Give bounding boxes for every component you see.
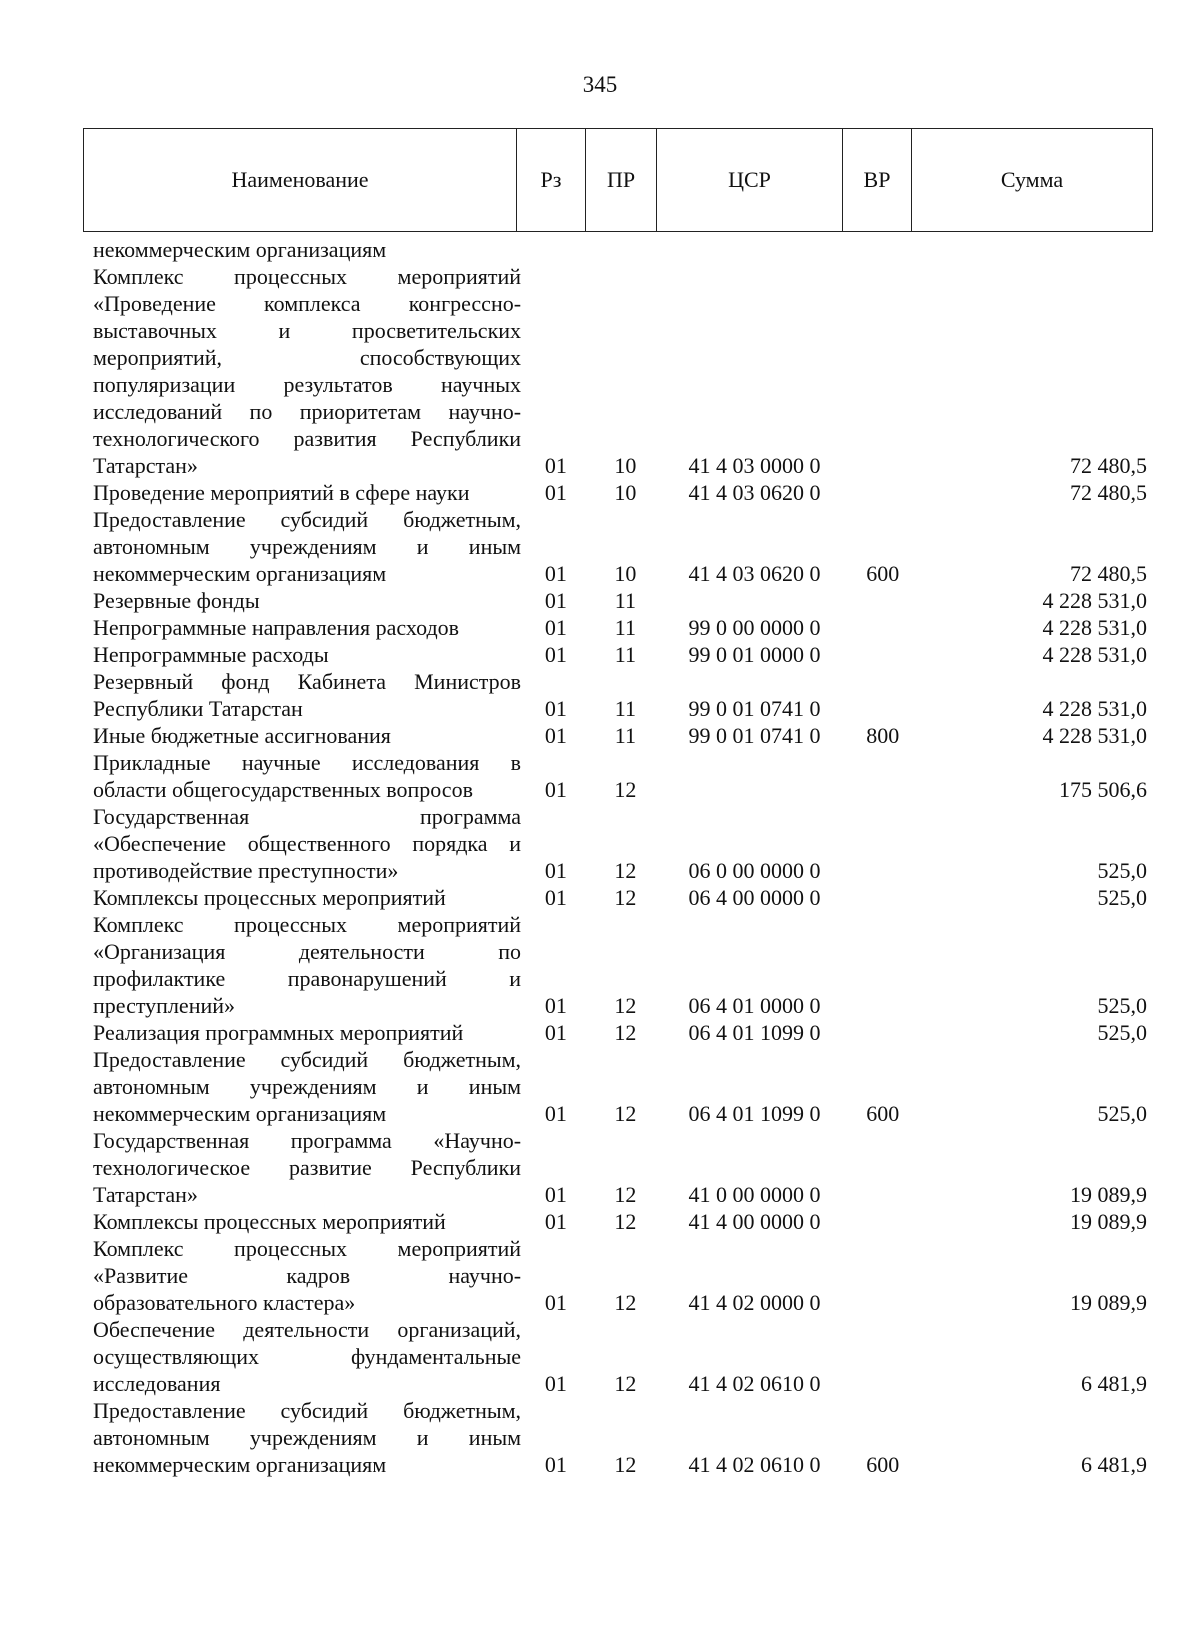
row-vr: 800 [866,723,900,748]
row-name [93,506,521,587]
row-name [93,1397,521,1478]
row-rz: 01 [544,1101,567,1126]
row-name [93,614,521,641]
row-csr [660,236,849,263]
row-vr [849,803,917,884]
row-sum: 4 228 531,0 [1042,696,1147,721]
row-rz: 01 [544,615,567,640]
row-pr [591,236,661,263]
row-sum: 4 228 531,0 [1042,588,1147,613]
row-name-line: «Обеспечение общественного порядка и [93,831,522,856]
row-name-line: Татарстан» [93,453,198,478]
row-sum: 4 228 531,0 [1042,615,1147,640]
row-name [93,911,521,1019]
header-pr: ПР [586,129,657,232]
row-sum: 4 228 531,0 [1042,642,1147,667]
row-name [93,641,521,668]
row-csr: 99 0 01 0741 0 [688,696,821,721]
row-name-line: некоммерческим организациям [93,237,387,262]
row-sum: 19 089,9 [1070,1182,1147,1207]
row-name-line: Государственная программа [93,804,522,829]
row-vr [849,884,917,911]
row-sum [917,236,1153,263]
row-vr [849,263,917,479]
row-name [93,1046,521,1127]
row-pr: 10 [614,453,637,478]
row-name-line: противодействие преступности» [93,858,399,883]
table-row [93,506,1153,587]
row-name [93,263,521,479]
row-name [93,668,521,722]
row-pr: 12 [614,885,637,910]
row-sum: 525,0 [1097,1020,1147,1045]
row-vr [849,668,917,722]
row-csr: 41 4 00 0000 0 [688,1209,821,1234]
row-csr: 99 0 01 0741 0 [688,723,821,748]
row-vr [849,1208,917,1235]
row-name [93,587,521,614]
row-rz: 01 [544,1182,567,1207]
row-vr [849,236,917,263]
row-vr [849,1019,917,1046]
row-name [93,1316,521,1397]
row-sum: 525,0 [1097,993,1147,1018]
row-name-line: Комплекс процессных мероприятий [93,912,522,937]
row-name [93,749,521,803]
table-row [93,1235,1153,1316]
row-csr: 41 4 03 0000 0 [688,453,821,478]
row-name-line: Непрограммные расходы [93,642,329,667]
row-rz: 01 [544,777,567,802]
row-pr: 12 [614,1182,637,1207]
row-name-line: некоммерческим организациям [93,561,387,586]
row-name-line: Прикладные научные исследования в [93,750,522,775]
row-vr [849,749,917,803]
row-name-line: образовательного кластера» [93,1290,356,1315]
row-pr: 11 [614,696,636,721]
row-rz: 01 [544,561,567,586]
row-name-line: «Развитие кадров научно- [93,1263,522,1288]
row-csr: 41 4 03 0620 0 [688,480,821,505]
row-pr: 11 [614,615,636,640]
row-rz: 01 [544,588,567,613]
row-name-line: Проведение мероприятий в сфере науки [93,480,470,505]
row-name-line: осуществляющих фундаментальные [93,1344,522,1369]
row-sum: 19 089,9 [1070,1209,1147,1234]
row-name-line: Комплексы процессных мероприятий [93,885,446,910]
row-vr: 600 [866,1101,900,1126]
table-row [93,803,1153,884]
row-name-line: автономным учреждениям и иным [93,1074,522,1099]
row-sum: 6 481,9 [1081,1452,1147,1477]
row-name [93,722,521,749]
row-rz: 01 [544,1020,567,1045]
table-row [93,263,1153,479]
table-row [93,1316,1153,1397]
row-name-line: исследования [93,1371,221,1396]
row-rz: 01 [544,993,567,1018]
row-name [93,1235,521,1316]
row-name-line: профилактике правонарушений и [93,966,522,991]
row-sum: 4 228 531,0 [1042,723,1147,748]
row-rz: 01 [544,696,567,721]
row-name-line: некоммерческим организациям [93,1452,387,1477]
table-row [93,1019,1153,1046]
row-name [93,236,521,263]
row-pr: 12 [614,993,637,1018]
row-vr [849,911,917,1019]
row-name-line: выставочных и просветительских [93,318,522,343]
row-name-line: исследований по приоритетам научно- [93,399,522,424]
row-vr: 600 [866,1452,900,1477]
header-rz: Рз [517,129,586,232]
row-pr: 11 [614,723,636,748]
row-pr: 12 [614,1290,637,1315]
row-name-line: Комплекс процессных мероприятий [93,264,522,289]
table-row [93,668,1153,722]
table-row [93,1208,1153,1235]
row-vr [849,1127,917,1208]
table-row [93,587,1153,614]
row-rz: 01 [544,885,567,910]
row-csr: 99 0 00 0000 0 [688,615,821,640]
header-vr: ВР [843,129,912,232]
table-row [93,1397,1153,1478]
row-name-line: области общегосударственных вопросов [93,777,473,802]
row-rz: 01 [544,480,567,505]
row-csr: 99 0 01 0000 0 [688,642,821,667]
budget-table-body [93,236,1153,1478]
row-rz: 01 [544,1452,567,1477]
budget-table [93,236,1153,1478]
table-row [93,1127,1153,1208]
row-pr: 11 [614,642,636,667]
row-name-line: технологического развития Республики [93,426,522,451]
row-name-line: Предоставление субсидий бюджетным, [93,507,522,532]
table-row [93,722,1153,749]
table-row [93,911,1153,1019]
row-rz: 01 [544,453,567,478]
row-name-line: популяризации результатов научных [93,372,522,397]
row-vr: 600 [866,561,900,586]
row-sum: 525,0 [1097,858,1147,883]
row-rz [521,236,591,263]
row-name-line: автономным учреждениям и иным [93,1425,522,1450]
row-name-line: Государственная программа «Научно- [93,1128,522,1153]
row-vr [849,641,917,668]
row-name-line: Республики Татарстан [93,696,303,721]
row-sum: 19 089,9 [1070,1290,1147,1315]
row-rz: 01 [544,1371,567,1396]
header-name: Наименование [84,129,517,232]
row-pr: 12 [614,1452,637,1477]
table-row [93,641,1153,668]
row-name-line: Комплекс процессных мероприятий [93,1236,522,1261]
row-pr: 12 [614,1209,637,1234]
row-sum: 6 481,9 [1081,1371,1147,1396]
row-name-line: Непрограммные направления расходов [93,615,460,640]
row-rz: 01 [544,723,567,748]
row-vr [849,614,917,641]
row-rz: 01 [544,642,567,667]
row-rz: 01 [544,858,567,883]
row-sum: 72 480,5 [1070,561,1147,586]
row-csr: 41 4 02 0610 0 [688,1371,821,1396]
row-name-line: Резервные фонды [93,588,260,613]
row-name [93,884,521,911]
row-sum: 525,0 [1097,885,1147,910]
row-vr [849,1235,917,1316]
row-vr [849,1316,917,1397]
table-header [83,128,1153,232]
row-pr: 10 [614,561,637,586]
row-pr: 11 [614,588,636,613]
row-vr [849,587,917,614]
row-sum: 525,0 [1097,1101,1147,1126]
row-csr: 06 4 01 1099 0 [688,1020,821,1045]
row-name [93,479,521,506]
row-rz: 01 [544,1290,567,1315]
row-pr: 12 [614,858,637,883]
row-csr: 06 4 01 0000 0 [688,993,821,1018]
row-vr [849,479,917,506]
table-row [93,884,1153,911]
row-name-line: автономным учреждениям и иным [93,534,522,559]
row-sum: 72 480,5 [1070,453,1147,478]
table-row [93,749,1153,803]
row-csr: 41 4 02 0610 0 [688,1452,821,1477]
table-row [93,614,1153,641]
row-csr: 41 0 00 0000 0 [688,1182,821,1207]
row-name-line: технологическое развитие Республики [93,1155,522,1180]
row-csr: 06 4 00 0000 0 [688,885,821,910]
row-csr: 06 0 00 0000 0 [688,858,821,883]
row-name [93,803,521,884]
row-rz: 01 [544,1209,567,1234]
row-name-line: преступлений» [93,993,236,1018]
row-name-line: «Организация деятельности по [93,939,522,964]
row-name-line: Иные бюджетные ассигнования [93,723,391,748]
row-name-line: Предоставление субсидий бюджетным, [93,1047,522,1072]
row-sum: 72 480,5 [1070,480,1147,505]
page-number: 345 [582,72,618,97]
row-csr: 41 4 02 0000 0 [688,1290,821,1315]
table-row [93,236,1153,263]
row-pr: 12 [614,1371,637,1396]
row-name [93,1127,521,1208]
row-csr: 41 4 03 0620 0 [688,561,821,586]
row-name-line: мероприятий, способствующих [93,345,522,370]
row-csr: 06 4 01 1099 0 [688,1101,821,1126]
row-name-line: Резервный фонд Кабинета Министров [93,669,522,694]
header-csr: ЦСР [657,129,843,232]
row-csr [660,749,849,803]
row-name-line: Комплексы процессных мероприятий [93,1209,446,1234]
row-csr [660,587,849,614]
header-sum: Сумма [912,129,1153,232]
row-name-line: некоммерческим организациям [93,1101,387,1126]
row-name-line: «Проведение комплекса конгрессно- [93,291,522,316]
table-row [93,1046,1153,1127]
table-row [93,479,1153,506]
row-name-line: Реализация программных мероприятий [93,1020,464,1045]
row-name-line: Татарстан» [93,1182,198,1207]
row-pr: 12 [614,1101,637,1126]
row-name [93,1019,521,1046]
row-pr: 12 [614,777,637,802]
row-name-line: Предоставление субсидий бюджетным, [93,1398,522,1423]
row-pr: 12 [614,1020,637,1045]
row-pr: 10 [614,480,637,505]
row-name-line: Обеспечение деятельности организаций, [93,1317,522,1342]
row-sum: 175 506,6 [1059,777,1147,802]
row-name [93,1208,521,1235]
